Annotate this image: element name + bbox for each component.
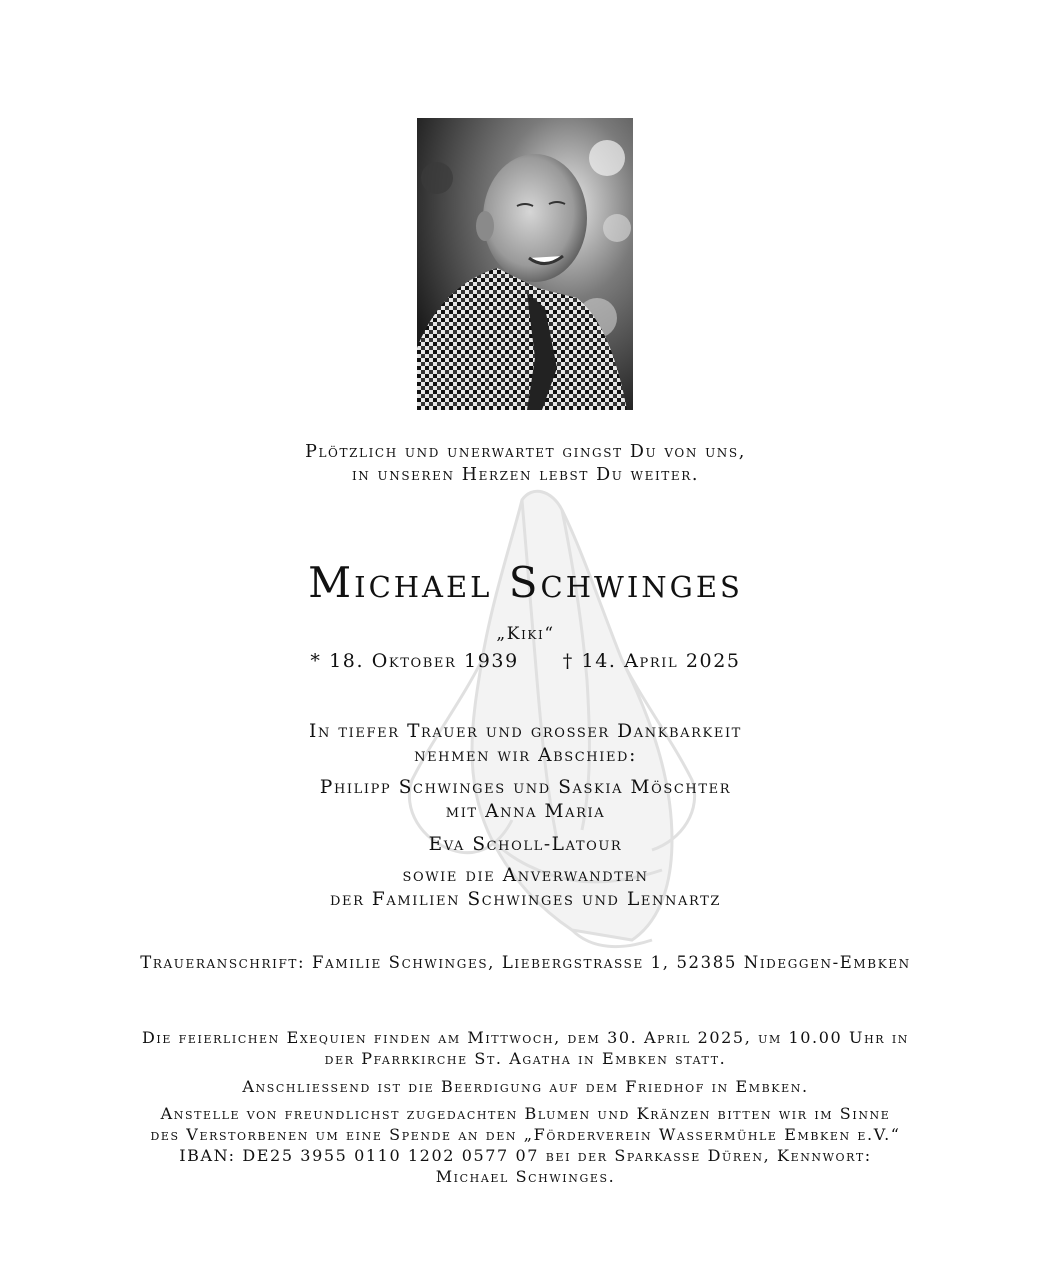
portrait-photo — [417, 118, 633, 410]
donation-line-3: IBAN: DE25 3955 0110 1202 0577 07 bei der Sparkasse Düren, Kennwort: — [179, 1146, 872, 1165]
service-line-2: der Pfarrkirche St. Agatha in Embken statt. — [324, 1049, 727, 1068]
donation-info — [0, 1103, 1051, 1187]
quote — [0, 441, 1051, 487]
quote-line-2: in unseren Herzen lebst Du weiter. — [351, 465, 700, 485]
death-date: † 14. April 2025 — [562, 650, 741, 672]
donation-line-2: des Verstorbenen um eine Spende an den „Förderverein Wassermühle Embken e.V.“ — [150, 1125, 901, 1144]
mourning-address: Traueranschrift: Familie Schwinges, Liebergstrasse 1, 52385 Nideggen-Embken — [140, 953, 911, 972]
family-line-2: mit Anna Maria — [445, 801, 606, 822]
donation-line-4: Michael Schwinges. — [435, 1167, 616, 1186]
donation-line-1: Anstelle von freundlichst zugedachten Blumen und Kränzen bitten wir im Sinne — [160, 1104, 891, 1123]
mourners-intro — [0, 720, 1051, 768]
birth-date: * 18. Oktober 1939 — [310, 650, 519, 672]
service-line-1: Die feierlichen Exequien finden am Mittwoch, dem 30. April 2025, um 10.00 Uhr in — [141, 1028, 909, 1047]
family-line-1: Philipp Schwinges und Saskia Möschter — [319, 777, 732, 798]
deceased-nickname: „Kiki“ — [496, 624, 555, 644]
relatives-line-1: sowie die Anverwandten — [402, 865, 649, 886]
mourners-relatives — [0, 864, 1051, 912]
quote-line-1: Plötzlich und unerwartet gingst Du von uns, — [305, 442, 746, 462]
life-dates — [0, 649, 1051, 673]
service-info — [0, 1027, 1051, 1069]
mourners-family — [0, 776, 1051, 824]
relatives-line-2: der Familien Schwinges und Lennartz — [329, 889, 722, 910]
mourners-intro-line-1: In tiefer Trauer und grosser Dankbarkeit — [309, 721, 742, 742]
mourners-family-2: Eva Scholl-Latour — [428, 834, 623, 855]
burial-info: Anschliessend ist die Beerdigung auf dem Friedhof in Embken. — [242, 1077, 809, 1096]
deceased-name: Michael Schwinges — [308, 558, 743, 607]
mourners-intro-line-2: nehmen wir Abschied: — [414, 745, 637, 766]
